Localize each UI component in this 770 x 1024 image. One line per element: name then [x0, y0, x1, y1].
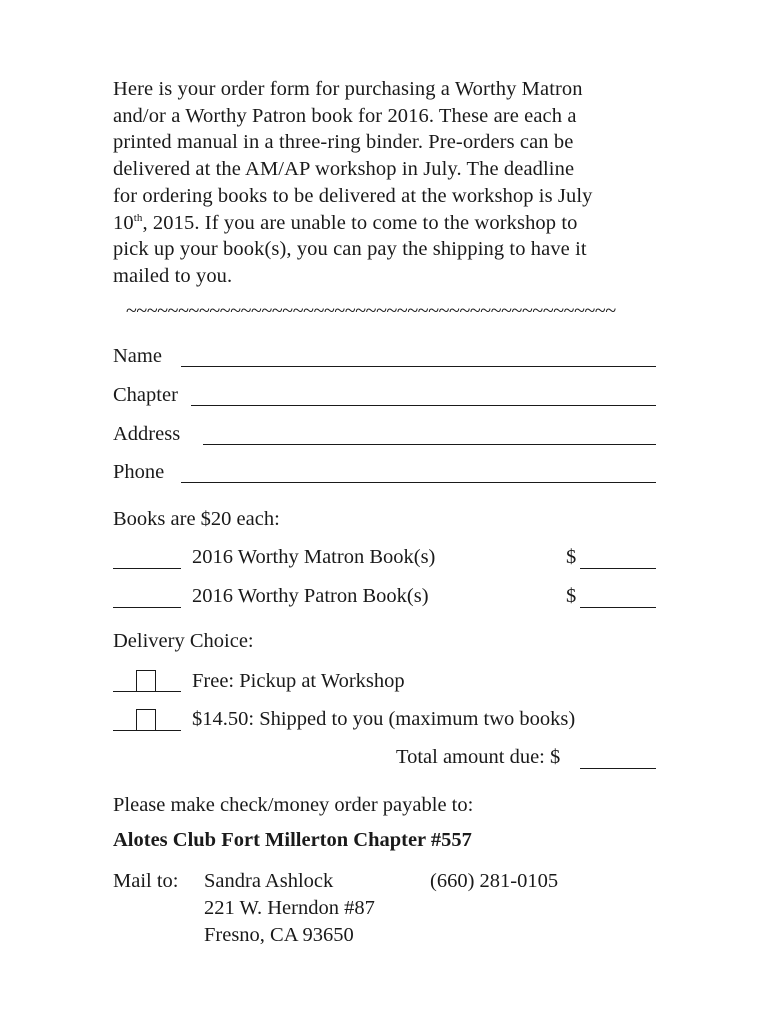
payee-name: Alotes Club Fort Millerton Chapter #557 [113, 829, 472, 851]
name-label: Name [113, 345, 162, 367]
mail-recipient-name: Sandra Ashlock [204, 870, 334, 892]
shipped-checkbox[interactable] [136, 709, 156, 731]
address-field[interactable] [203, 444, 656, 445]
patron-book-label: 2016 Worthy Patron Book(s) [192, 585, 429, 607]
phone-field[interactable] [181, 482, 656, 483]
total-amount-field[interactable] [580, 768, 656, 769]
books-heading: Books are $20 each: [113, 508, 280, 530]
chapter-field[interactable] [191, 405, 656, 406]
address-label: Address [113, 423, 181, 445]
phone-label: Phone [113, 461, 165, 483]
intro-line: mailed to you. [113, 264, 233, 287]
name-field[interactable] [181, 366, 656, 367]
patron-amount-field[interactable] [580, 607, 656, 608]
mail-recipient-phone: (660) 281-0105 [430, 870, 559, 892]
matron-quantity-field[interactable] [113, 568, 181, 569]
intro-date-rest: , 2015. If you are unable to come to the workshop to [142, 211, 578, 234]
mail-street: 221 W. Herndon #87 [204, 897, 375, 919]
patron-quantity-field[interactable] [113, 607, 181, 608]
intro-paragraph [113, 76, 653, 290]
intro-line: delivered at the AM/AP workshop in July. The deadline [113, 158, 575, 181]
intro-line: for ordering books to be delivered at the workshop is July [113, 184, 593, 207]
pickup-checkbox[interactable] [136, 670, 156, 692]
mail-city: Fresno, CA 93650 [204, 924, 354, 946]
intro-date-day: 10 [113, 211, 134, 234]
matron-amount-field[interactable] [580, 568, 656, 569]
tilde-separator: ~~~~~~~~~~~~~~~~~~~~~~~~~~~~~~~~~~~~~~~~~~~~~~~ [126, 300, 616, 322]
payment-instruction: Please make check/money order payable to: [113, 794, 474, 816]
delivery-heading: Delivery Choice: [113, 630, 254, 652]
intro-line: pick up your book(s), you can pay the shipping to have it [113, 238, 587, 261]
intro-line: printed manual in a three-ring binder. Pre-orders can be [113, 131, 574, 154]
pickup-option-label: Free: Pickup at Workshop [192, 670, 405, 692]
matron-currency: $ [566, 546, 577, 568]
patron-currency: $ [566, 585, 577, 607]
chapter-label: Chapter [113, 384, 178, 406]
intro-date-suffix: th [133, 211, 143, 224]
mail-to-label: Mail to: [113, 870, 179, 892]
shipped-option-label: $14.50: Shipped to you (maximum two books) [192, 708, 576, 730]
intro-line [113, 210, 653, 237]
matron-book-label: 2016 Worthy Matron Book(s) [192, 546, 436, 568]
intro-line: and/or a Worthy Patron book for 2016. These are each a [113, 104, 577, 127]
intro-line: Here is your order form for purchasing a Worthy Matron [113, 78, 583, 100]
total-amount-label: Total amount due: $ [396, 746, 561, 768]
